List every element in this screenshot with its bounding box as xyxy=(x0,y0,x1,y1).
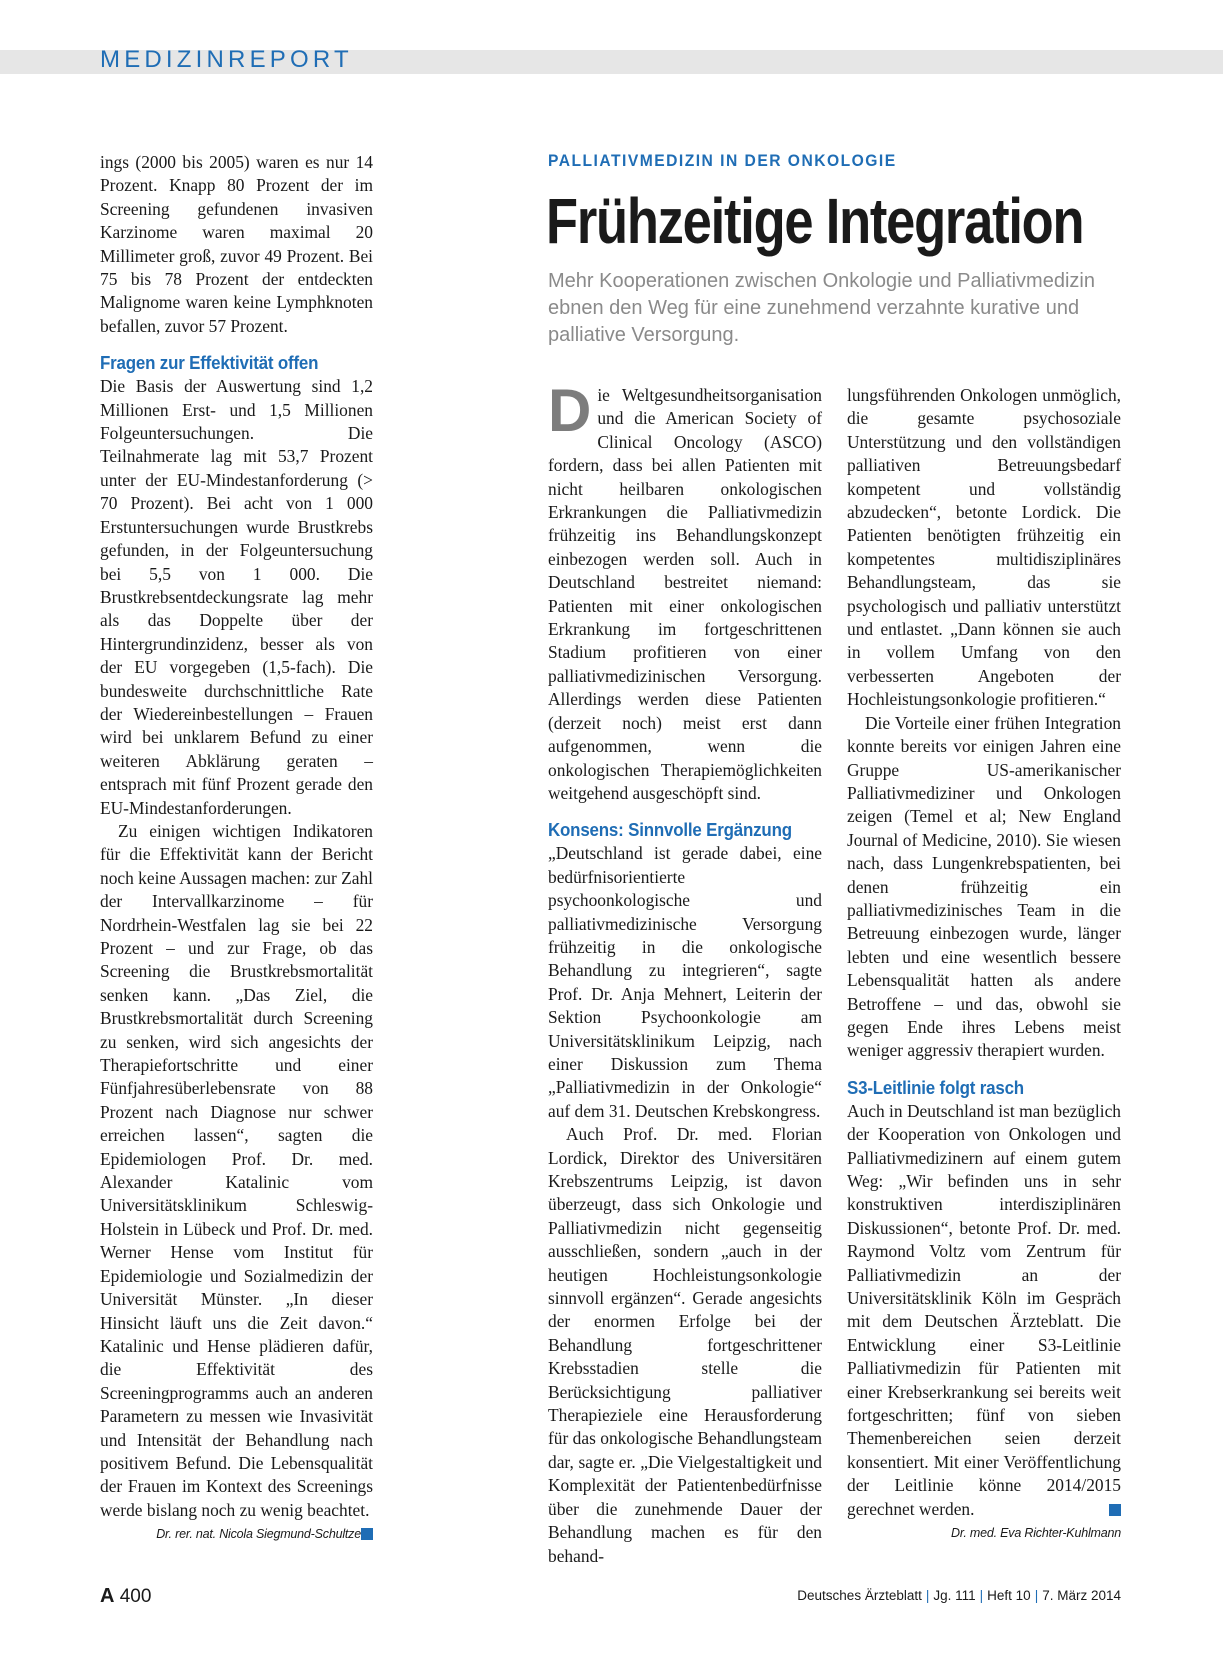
article-deck: Mehr Kooperationen zwischen Onkologie und Palliativmedizin ebnen den Weg für eine zunehmend verzahnte kurative und palliative Versorgung. xyxy=(548,270,1095,346)
page-prefix: A xyxy=(100,1585,115,1607)
section-label: MEDIZINREPORT xyxy=(100,46,353,73)
paragraph-text: ie Weltgesundheitsorganisation und die American Society of Clinical Oncology (ASCO) fordern, dass bei allen Patienten mit nicht heilbaren onkologischen Erkrankungen die Palliativmedizin frühzeitig ins Behandlungskonzept einbezogen werden soll. Auch in Deutschland bestreitet niemand: Patienten mit einer onkologischen Erkrankung im fortgeschrittenen Stadium profitieren von einer palliativmedizinischen Versorgung. Allerdings werden diese Patienten (derzeit noch) meist erst dann aufgenommen, wenn die onkologischen Therapiemöglichkeiten weitgehend ausgeschöpft sind. xyxy=(548,385,822,803)
paragraph-text: Zu einigen wichtigen Indikatoren für die Effektivität kann der Bericht noch keine Aussagen machen: zur Zahl der Intervallkarzinome – für Nordrhein-Westfalen lag sie bei 22 Prozent – und zur Frage, ob das Screening die Brustkrebsmortalität senken kann. „Das Ziel, die Brustkrebsmortalität durch Screening zu senken, wird sich angesichts der Therapiefortschritte und einer Fünfjahresüberlebensrate von 88 Prozent nach Diagnose nur schwer erreichen lassen“, sagten die Epidemiologen Prof. Dr. med. Alexander Katalinic vom Universitätsklinikum Schleswig-Holstein in Lübeck und Prof. Dr. med. Werner Hense vom Institut für Epidemiologie und Sozialmedizin der Universität Münster. „In dieser Hinsicht läuft uns die Zeit davon.“ Katalinic und Hense plädieren dafür, die Effektivität des Screeningprogramms auch an anderen Parametern zu messen wie Invasivität und Intensität der Behandlung nach positivem Befund. Die Lebensqualität der Frauen im Kontext des Screenings werde bislang noch zu wenig beachtet. xyxy=(100,820,373,1520)
middle-column xyxy=(548,377,822,1568)
issue: Heft 10 xyxy=(987,1588,1031,1603)
paragraph: Die Vorteile einer frühen Integration konnte bereits vor einigen Jahren eine Gruppe US-amerikanischer Palliativmediziner und Onkologen zeigen (Temel et al; New England Journal of Medicine, 2010). Sie wiesen nach, dass Lungenkrebspatienten, bei denen frühzeitig ein palliativmedizinisches Team in die Betreuung einbezogen wurde, länger lebten und eine wesentlich bessere Lebensqualität hatten als andere Betroffene – und das, obwohl sie gegen Ende ihres Lebens meist weniger aggressiv therapiert wurden. xyxy=(847,712,1121,1061)
separator: | xyxy=(979,1588,984,1603)
end-of-article-icon xyxy=(361,1528,373,1540)
journal-name: Deutsches Ärzteblatt xyxy=(797,1588,922,1603)
subheading: Fragen zur Effektivität offen xyxy=(100,353,319,374)
end-of-article-icon xyxy=(1109,1504,1121,1516)
paragraph: Die Basis der Auswertung sind 1,2 Millionen Erst- und 1,5 Millionen Folgeuntersuchungen. Die Teilnahmerate lag mit 53,7 Prozent unter der EU-Mindestanforderung (> 70 Prozent). Bei acht von 1 000 Erstuntersuchungen wurde Brustkrebs gefunden, in der Folgeuntersuchung bei 5,5 von 1 000. Die Brustkrebsentdeckungsrate lag mehr als das Doppelte über der Hintergrundinzidenz, besser als von der EU vorgegeben (1,5-fach). Die bundesweite durchschnittliche Rate der Wiedereinbestellungen – Frauen wird bei unklarem Befund zu einer weiteren Abklärung geraten – entsprach mit fünf Prozent gerade den EU-Mindestanforderungen. xyxy=(100,376,373,818)
volume: Jg. 111 xyxy=(933,1588,976,1603)
article-headline: Frühzeitige Integration xyxy=(546,185,1084,257)
article-kicker: PALLIATIVMEDIZIN IN DER ONKOLOGIE xyxy=(548,151,897,170)
paragraph xyxy=(548,377,822,805)
paragraph: Auch Prof. Dr. med. Florian Lordick, Direktor des Universitären Krebszentrums Leipzig, ist davon überzeugt, dass sich Onkologie und Palliativmedizin nicht gegenseitig ausschließen, sondern „auch in der heutigen Hochleistungsonkologie sinnvoll ergänzen“. Gerade angesichts der enormen Erfolge bei der Behandlung fortgeschrittener Krebsstadien stelle die Berücksichtigung palliativer Therapieziele eine Herausforderung für das onkologische Behandlungsteam dar, sagte er. „Die Vielgestaltigkeit und Komplexität der Patientenbedürfnisse über die zunehmende Dauer der Behandlung machen es für den behand- xyxy=(548,1124,822,1566)
separator: | xyxy=(925,1588,930,1603)
drop-cap: D xyxy=(548,377,592,444)
right-column xyxy=(847,384,1121,1546)
paragraph xyxy=(847,1100,1121,1521)
paragraph-text: Auch in Deutschland ist man bezüglich der Kooperation von Onkologen und Palliativmedizinern auf einem gutem Weg: „Wir befinden uns in sehr konstruktiven interdisziplinären Diskussionen“, betonte Prof. Dr. med. Raymond Voltz vom Zentrum für Palliativmedizin an der Universitätsklinik Köln im Gespräch mit dem Deutschen Ärzteblatt. Die Entwicklung einer S3-Leitlinie Palliativmedizin für Patienten mit einer Krebserkrankung sei bereits weit fortgeschritten; fünf von sieben Themenbereichen seien derzeit konsentiert. Mit einer Veröffentlichung der Leitlinie könne 2014/2015 gerechnet werden. xyxy=(847,1100,1121,1519)
author-byline: Dr. med. Eva Richter-Kuhlmann xyxy=(951,1526,1121,1541)
page-number-value: 400 xyxy=(119,1586,152,1607)
left-column xyxy=(100,151,373,1547)
author-byline: Dr. rer. nat. Nicola Siegmund-Schultze xyxy=(156,1527,361,1542)
separator: | xyxy=(1034,1588,1039,1603)
publication-info xyxy=(797,1588,1121,1603)
issue-date: 7. März 2014 xyxy=(1042,1588,1121,1603)
page-number xyxy=(100,1585,151,1608)
paragraph xyxy=(100,820,373,1522)
subheading: Konsens: Sinnvolle Ergänzung xyxy=(548,820,792,841)
paragraph: „Deutschland ist gerade dabei, eine bedürfnisorientierte psychoonkologische und palliativmedizinische Versorgung frühzeitig in die onkologische Behandlung zu integrieren“, sagte Prof. Dr. Anja Mehnert, Leiterin der Sektion Psychoonkologie am Universitätsklinikum Leipzig, nach einer Diskussion zum Thema „Palliativmedizin in der Onkologie“ auf dem 31. Deutschen Krebskongress. xyxy=(548,843,822,1121)
paragraph: ings (2000 bis 2005) waren es nur 14 Prozent. Knapp 80 Prozent der im Screening gefundenen invasiven Karzinome waren maximal 20 Millimeter groß, zuvor 49 Prozent. Bei 75 bis 78 Prozent der entdeckten Malignome waren keine Lymphknoten befallen, zuvor 57 Prozent. xyxy=(100,152,373,336)
subheading: S3-Leitlinie folgt rasch xyxy=(847,1077,1024,1098)
paragraph: lungsführenden Onkologen unmöglich, die gesamte psychosoziale Unterstützung und den vollständigen palliativen Betreuungsbedarf kompetent und vollständig abzudecken“, betonte Lordick. Die Patienten benötigten frühzeitig ein kompetentes multidisziplinäres Behandlungsteam, das sie psychologisch und palliativ unterstützt und entlastet. „Dann können sie auch in vollem Umfang von den verbesserten Angeboten der Hochleistungsonkologie profitieren.“ xyxy=(847,385,1121,710)
